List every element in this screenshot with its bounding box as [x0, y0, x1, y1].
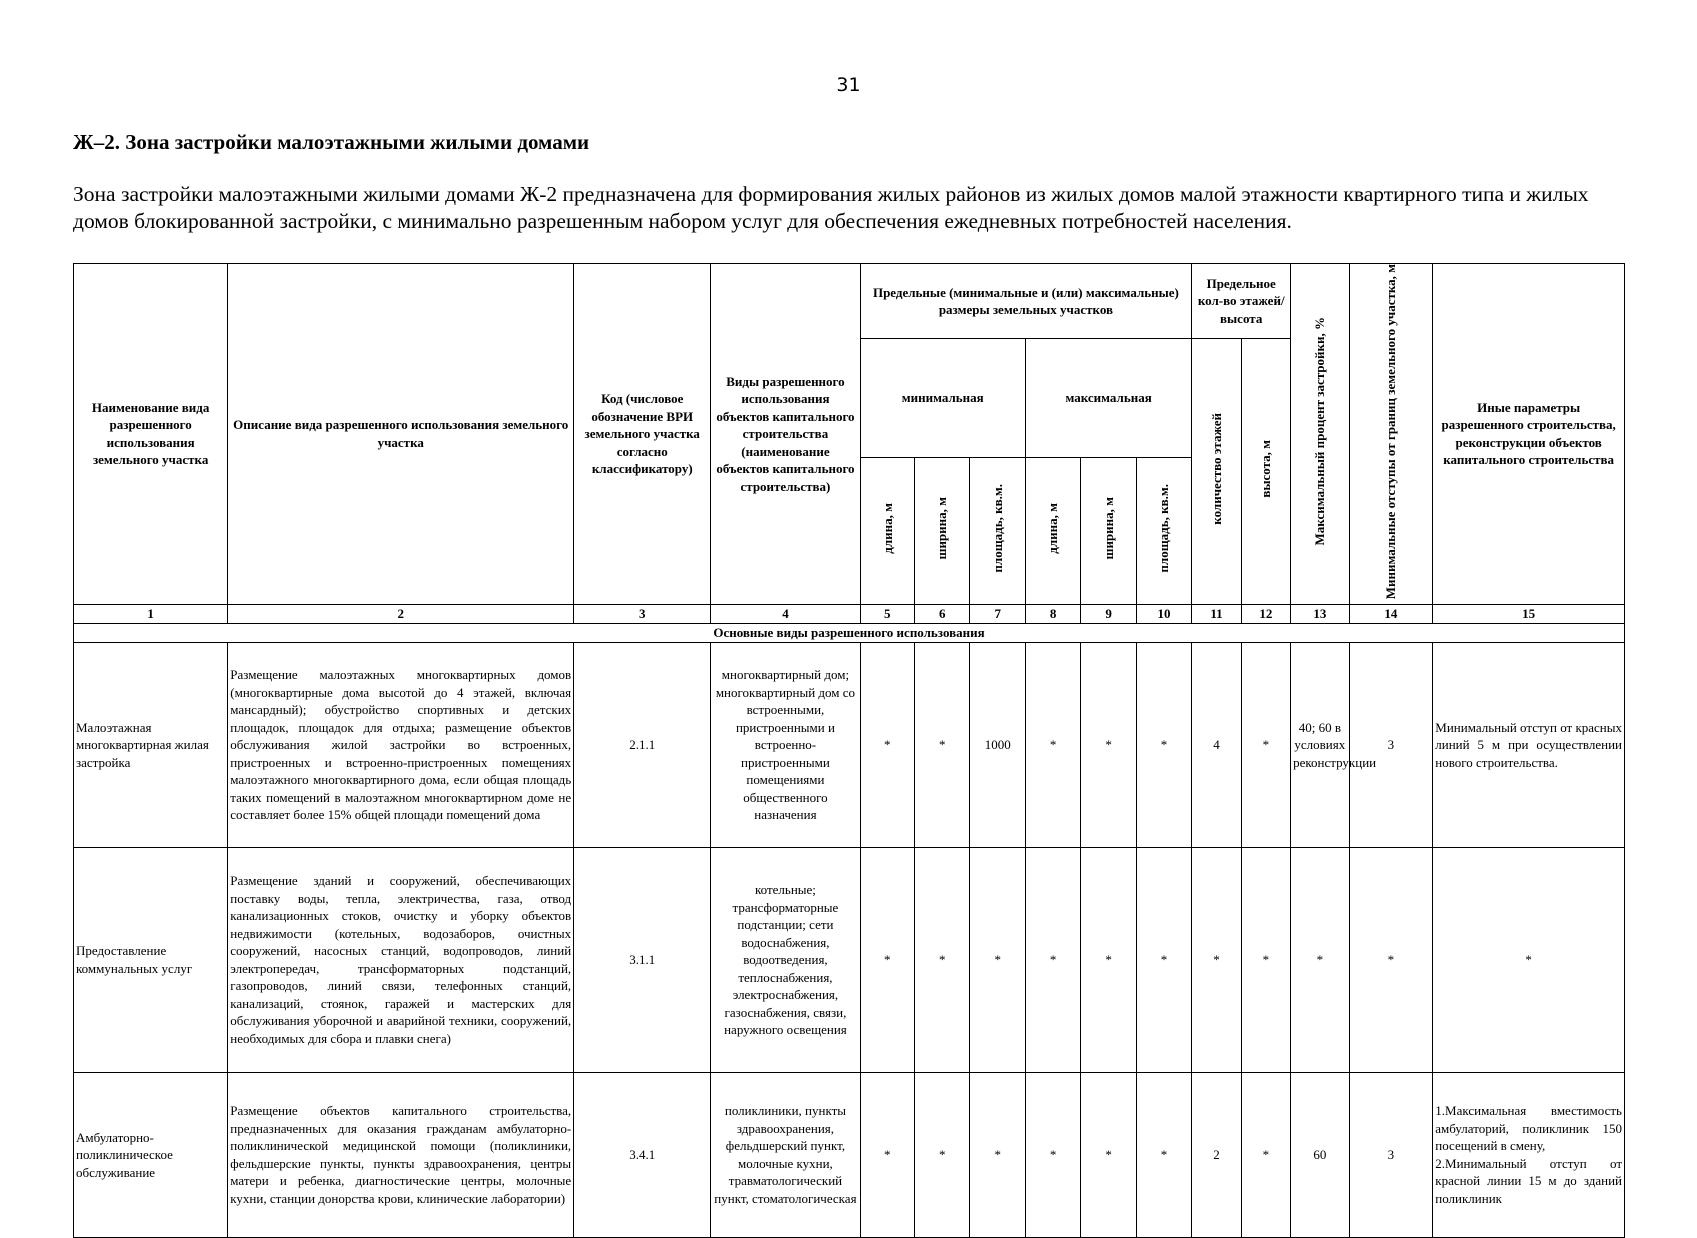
zone-description: Зона застройки малоэтажными жилыми домами Ж-2 предназначена для формирования жилых районов из жилых домов малой этажности квартирного типа и жилых домов блокированной застройки, с минимально разрешенным набором услуг для обеспечения ежедневных потребностей населения.: [73, 182, 1589, 233]
row-description: Размещение зданий и сооружений, обеспечивающих поставку воды, тепла, электричества, газа, отвод канализационных стоков, очистку и уборку объектов недвижимости (котельных, водозаборов, очистных сооружений, насосных станций, водопроводов, линий электропередач, трансформаторных подстанций, газопроводов, линий связи, телефонных станций, канализаций, стоянок, гаражей и мастерских для обслуживания уборочной и аварийной техники, сооружений, необходимых для сбора и плавки снега): [228, 847, 574, 1072]
row-objects: многоквартирный дом; многоквартирный дом со встроенными, пристроенными и встроенно-пристроенными помещениями общественного назначения: [711, 642, 860, 847]
row-code: 3.4.1: [574, 1072, 711, 1237]
row-max-area: *: [1136, 847, 1191, 1072]
row-min-area: 1000: [970, 642, 1025, 847]
col-num: 9: [1081, 604, 1136, 623]
col-num: 11: [1192, 604, 1241, 623]
row-floors: *: [1192, 847, 1241, 1072]
row-max-length: *: [1025, 642, 1080, 847]
header-max-length: длина, м: [1025, 457, 1080, 604]
header-height: высота, м: [1241, 339, 1290, 605]
header-row-top: [74, 264, 1625, 339]
row-max-percent: 60: [1291, 1072, 1349, 1237]
row-code: 3.1.1: [574, 847, 711, 1072]
header-limits: Предельные (минимальные и (или) максимальные) размеры земельных участков: [860, 264, 1192, 339]
row-min-setback: *: [1349, 847, 1433, 1072]
col-num: 2: [228, 604, 574, 623]
row-min-width: *: [915, 642, 970, 847]
col-num: 13: [1291, 604, 1349, 623]
header-min-setback: Минимальные отступы от границ земельного участка, м: [1349, 264, 1433, 605]
header-max-width: ширина, м: [1081, 457, 1136, 604]
row-min-setback: 3: [1349, 1072, 1433, 1237]
col-num: 3: [574, 604, 711, 623]
row-max-percent: *: [1291, 847, 1349, 1072]
header-max-area: площадь, кв.м.: [1136, 457, 1191, 604]
header-min-area: площадь, кв.м.: [970, 457, 1025, 604]
header-floors-group: Предельное кол-во этажей/ высота: [1192, 264, 1291, 339]
row-name: Амбулаторно-поликлиническое обслуживание: [74, 1072, 228, 1237]
row-name: Малоэтажная многоквартирная жилая застройка: [74, 642, 228, 847]
row-height: *: [1241, 1072, 1290, 1237]
row-description: Размещение малоэтажных многоквартирных домов (многоквартирные дома высотой до 4 этажей, включая мансардный); обустройство спортивных и детских площадок, площадок для отдыха; размещение объектов обслуживания жилой застройки во встроенных, пристроенных и встроенно-пристроенных помещениях малоэтажного многоквартирного дома, если общая площадь таких помещений в малоэтажном многоквартирном доме не составляет более 15% общей площади помещений дома: [228, 642, 574, 847]
col-num: 4: [711, 604, 860, 623]
col-num: 7: [970, 604, 1025, 623]
row-min-length: *: [860, 642, 914, 847]
row-max-length: *: [1025, 1072, 1080, 1237]
row-max-length: *: [1025, 847, 1080, 1072]
row-min-width: *: [915, 847, 970, 1072]
page-number: 31: [836, 74, 861, 96]
header-description: Описание вида разрешенного использования земельного участка: [228, 264, 574, 605]
header-other: Иные параметры разрешенного строительства, реконструкции объектов капитального строительства: [1433, 264, 1625, 605]
header-max-percent: Максимальный процент застройки, %: [1291, 264, 1349, 605]
land-use-regulations-table: [73, 263, 1625, 1238]
header-min-width: ширина, м: [915, 457, 970, 604]
row-objects: котельные; трансформаторные подстанции; сети водоснабжения, водоотведения, теплоснабжения, электроснабжения, газоснабжения, связи, наружного освещения: [711, 847, 860, 1072]
row-height: *: [1241, 642, 1290, 847]
row-floors: 4: [1192, 642, 1241, 847]
row-other: [1433, 1072, 1625, 1237]
row-code: 2.1.1: [574, 642, 711, 847]
col-num: 12: [1241, 604, 1290, 623]
header-min-length: длина, м: [860, 457, 914, 604]
col-num: 15: [1433, 604, 1625, 623]
row-other: Минимальный отступ от красных линий 5 м при осуществлении нового строительства.: [1433, 642, 1625, 847]
row-other-item: 2.Минимальный отступ от красной линии 15 м до зданий поликлиник: [1435, 1155, 1622, 1206]
row-max-percent: 40; 60 в условиях реконструкции: [1291, 642, 1349, 847]
row-min-area: *: [970, 1072, 1025, 1237]
row-other: *: [1433, 847, 1625, 1072]
col-num: 1: [74, 604, 228, 623]
row-max-area: *: [1136, 1072, 1191, 1237]
row-other-item: 1.Максимальная вместимость амбулаторий, поликлиник 150 посещений в смену,: [1435, 1103, 1622, 1154]
header-name: Наименование вида разрешенного использования земельного участка: [74, 264, 228, 605]
row-name: Предоставление коммунальных услуг: [74, 847, 228, 1072]
row-min-length: *: [860, 847, 914, 1072]
row-min-area: *: [970, 847, 1025, 1072]
col-num: 10: [1136, 604, 1191, 623]
header-objects: Виды разрешенного использования объектов капитального строительства (наименование объектов капитального строительства): [711, 264, 860, 605]
header-floors: количество этажей: [1192, 339, 1241, 605]
col-num: 14: [1349, 604, 1433, 623]
col-num: 6: [915, 604, 970, 623]
row-max-width: *: [1081, 642, 1136, 847]
table-row: [74, 1072, 1625, 1237]
col-num: 5: [860, 604, 914, 623]
row-floors: 2: [1192, 1072, 1241, 1237]
column-numbers-row: [74, 604, 1625, 623]
header-max: максимальная: [1025, 339, 1191, 458]
table-row: [74, 847, 1625, 1072]
row-max-width: *: [1081, 847, 1136, 1072]
col-num: 8: [1025, 604, 1080, 623]
header-min: минимальная: [860, 339, 1025, 458]
section-row: [74, 623, 1625, 642]
row-min-width: *: [915, 1072, 970, 1237]
row-height: *: [1241, 847, 1290, 1072]
section-title: Основные виды разрешенного использования: [74, 623, 1625, 642]
row-min-length: *: [860, 1072, 914, 1237]
row-max-width: *: [1081, 1072, 1136, 1237]
row-min-setback: 3: [1349, 642, 1433, 847]
zone-heading: Ж–2. Зона застройки малоэтажными жилыми домами: [73, 130, 590, 154]
row-description: Размещение объектов капитального строительства, предназначенных для оказания гражданам амбулаторно-поликлинической медицинской помощи (поликлиники, фельдшерские пункты, пункты здравоохранения, центры матери и ребенка, диагностические центры, молочные кухни, станции донорства крови, клинические лаборатории): [228, 1072, 574, 1237]
row-max-area: *: [1136, 642, 1191, 847]
header-code: Код (числовое обозначение ВРИ земельного участка согласно классификатору): [574, 264, 711, 605]
row-objects: поликлиники, пункты здравоохранения, фельдшерский пункт, молочные кухни, травматологический пункт, стоматологическая: [711, 1072, 860, 1237]
table-row: [74, 642, 1625, 847]
